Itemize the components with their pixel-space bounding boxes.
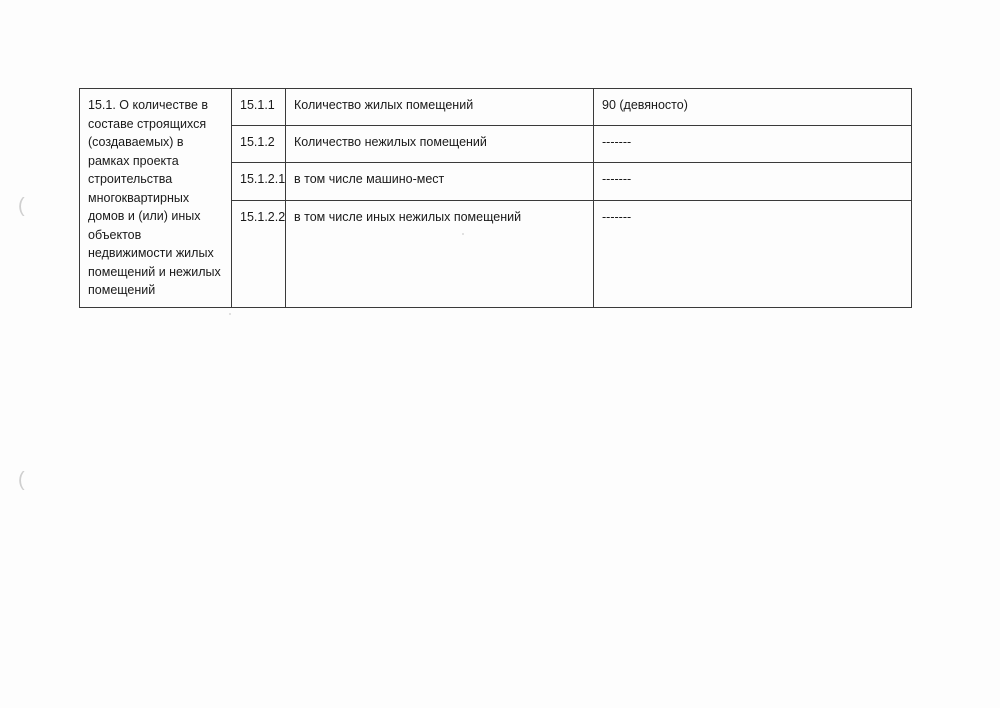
scan-artifact-mark: (: [18, 195, 25, 217]
scan-artifact-mark: (: [18, 469, 25, 491]
row-value: 90 (девяносто): [594, 89, 912, 126]
row-code: 15.1.1: [232, 89, 286, 126]
row-label: в том числе машино-мест: [286, 163, 594, 200]
form-table: [79, 88, 912, 308]
row-code: 15.1.2.1: [232, 163, 286, 200]
row-code: 15.1.2.2: [232, 200, 286, 307]
row-code: 15.1.2: [232, 126, 286, 163]
row-label: Количество нежилых помещений: [286, 126, 594, 163]
table-row: [80, 89, 912, 126]
row-value: -------: [594, 200, 912, 307]
row-label: в том числе иных нежилых помещений: [286, 200, 594, 307]
section-title-cell: 15.1. О количестве в составе строящихся (создаваемых) в рамках проекта строительства многоквартирных домов и (или) иных объектов недвижимости жилых помещений и нежилых помещений: [80, 89, 232, 308]
row-value: -------: [594, 163, 912, 200]
scan-speck: [229, 313, 231, 315]
row-label: Количество жилых помещений: [286, 89, 594, 126]
row-value: -------: [594, 126, 912, 163]
